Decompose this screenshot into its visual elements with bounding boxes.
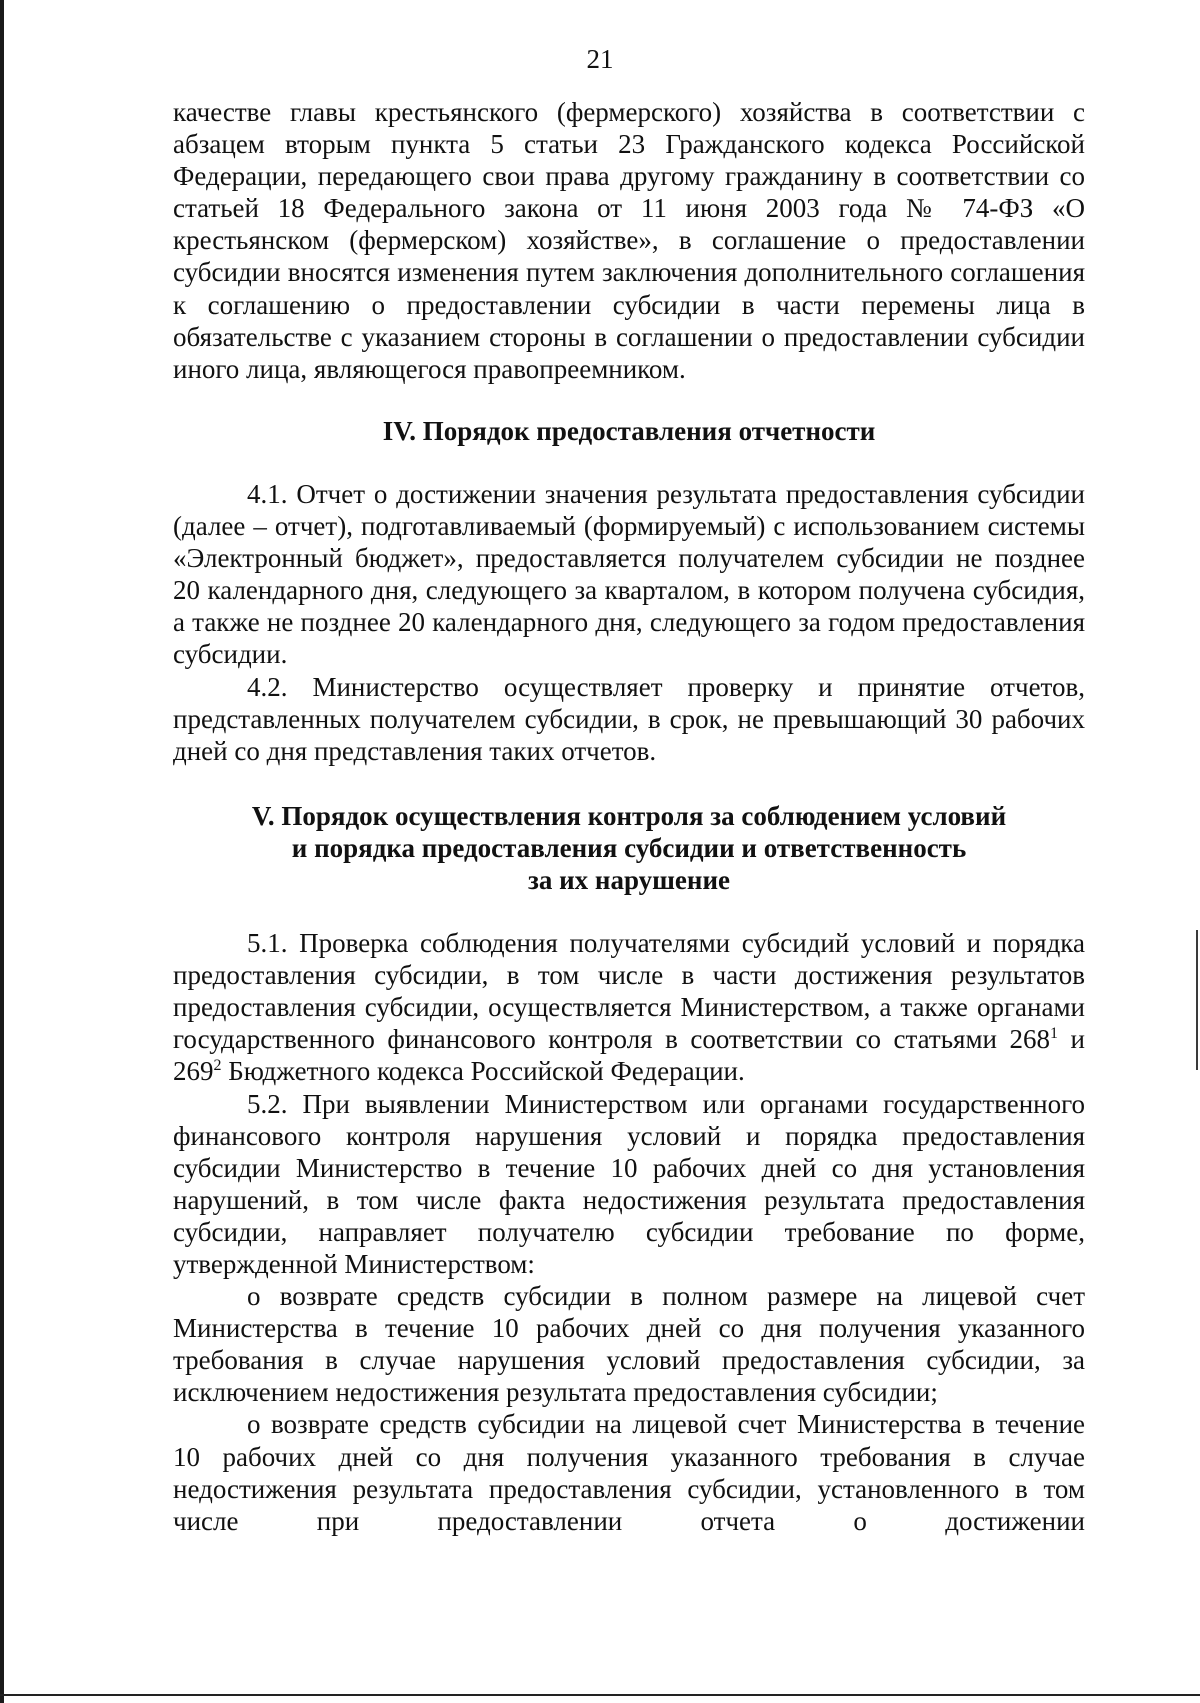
paragraph-4-2: 4.2. Министерство осуществляет проверку и принятие отчетов, представленных получателем субсидии, в срок, не превышающий 30 рабочих дней со дня представления таких отчетов. [173, 671, 1085, 766]
paragraph-return-full: о возврате средств субсидии в полном размере на лицевой счет Министерства в течение 10 рабочих дней со дня получения указанного требования в случае нарушения условий предоставления субсидии, за исключением недостижения результата предоставления субсидии; [173, 1281, 1085, 1408]
page-number: 21 [586, 44, 614, 74]
superscript: 1 [1050, 1025, 1059, 1043]
scan-border-left [0, 0, 4, 1703]
intro-paragraph: качестве главы крестьянского (фермерского) хозяйства в соответствии с абзацем вторым пункта 5 статьи 23 Гражданского кодекса Российской Федерации, передающего свои права другому гражданину в соответствии со статьей 18 Федерального закона от 11 июня 2003 года № 74-ФЗ «О крестьянском (фермерском) хозяйстве», в соглашение о предоставлении субсидии вносятся изменения путем заключения дополнительного соглашения к соглашению о предоставлении субсидии в части перемены лица в обязательстве с указанием стороны в соглашении о предоставлении субсидии иного лица, являющегося правопреемником. [173, 97, 1085, 384]
section-5-title [173, 800, 1085, 896]
scan-border-right [1196, 930, 1198, 1070]
section-4-title: IV. Порядок предоставления отчетности [382, 415, 876, 446]
paragraph-5-1-text: и 269 [173, 1024, 1085, 1087]
section-5-title-line: V. Порядок осуществления контроля за соблюдением условий [251, 800, 1007, 831]
scan-border-bottom [0, 1694, 1200, 1696]
paragraph-5-1-text: 5.1. Проверка соблюдения получателями субсидий условий и порядка предоставления субсидии, в том числе в части достижения результатов предоставления субсидии, осуществляется Министерством, а также органами государственного финансового контроля в соответствии со статьями 268 [173, 928, 1085, 1055]
paragraph-return-result: о возврате средств субсидии на лицевой счет Министерства в течение 10 рабочих дней со дня получения указанного требования в случае недостижения результата предоставления субсидии, установленного в том числе при предоставлении отчета о достижении [173, 1409, 1085, 1536]
section-5-title-line: за их нарушение [528, 864, 730, 895]
section-5-title-line: и порядка предоставления субсидии и ответственность [291, 832, 967, 863]
paragraph-4-1: 4.1. Отчет о достижении значения результата предоставления субсидии (далее – отчет), подготавливаемый (формируемый) с использованием системы «Электронный бюджет», предоставляется получателем субсидии не позднее 20 календарного дня, следующего за кварталом, в котором получена субсидия, а также не позднее 20 календарного дня, следующего за годом предоставления субсидии. [173, 478, 1085, 670]
document-body [173, 96, 1085, 1537]
superscript: 2 [213, 1057, 222, 1075]
paragraph-5-2: 5.2. При выявлении Министерством или органами государственного финансового контроля нарушения условий и порядка предоставления субсидии Министерство в течение 10 рабочих дней со дня установления нарушений, в том числе факта недостижения результата предоставления субсидии, направляет получателю субсидии требование по форме, утвержденной Министерством: [173, 1088, 1085, 1279]
paragraph-5-1-text: Бюджетного кодекса Российской Федерации. [221, 1056, 745, 1087]
paragraph-5-1 [173, 927, 1085, 1087]
